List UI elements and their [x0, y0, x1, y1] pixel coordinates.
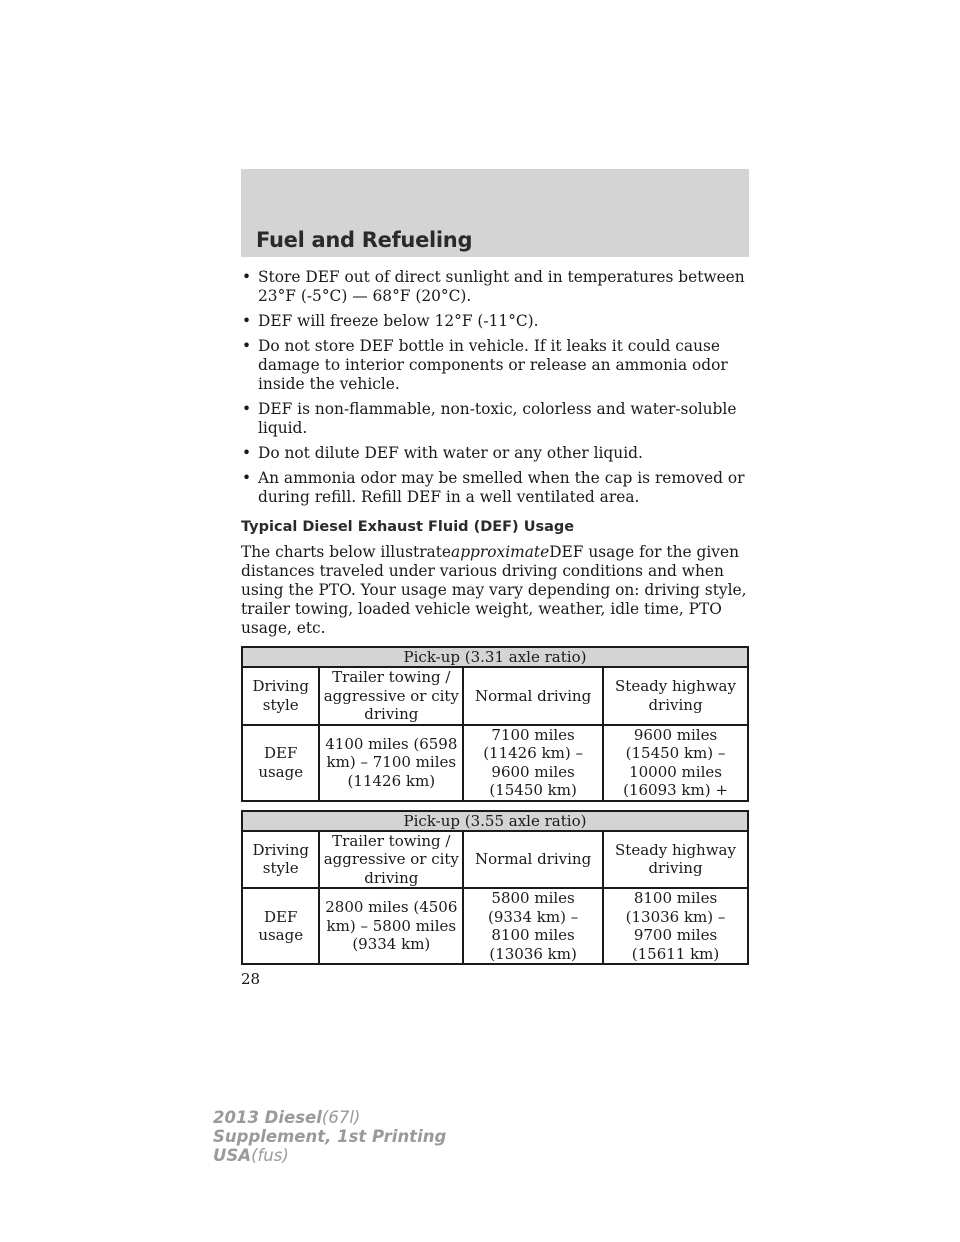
table-cell: Trailer towing / aggressive or city driving [319, 667, 463, 725]
footer-printing: Supplement, 1st Printing [213, 1127, 447, 1146]
page-number: 28 [241, 970, 261, 988]
bullet-text: DEF is non-flammable, non-toxic, colorless and water-soluble liquid. [258, 400, 737, 437]
footer-line [213, 1146, 446, 1165]
table-cell: Normal driving [463, 831, 603, 889]
bullet-icon: • [242, 469, 252, 487]
bullet-icon: • [242, 400, 252, 418]
footer-region-code: (fus) [251, 1146, 289, 1165]
bullet-text: Do not store DEF bottle in vehicle. If it leaks it could cause damage to interior components or release an ammonia odor inside the vehicle. [258, 337, 728, 393]
subsection-heading: Typical Diesel Exhaust Fluid (DEF) Usage [241, 519, 575, 535]
bullet-icon: • [242, 312, 252, 330]
table-cell: 8100 miles (13036 km) – 9700 miles (15611 km) [603, 888, 748, 964]
intro-paragraph [241, 543, 751, 638]
intro-text-end: DEF usage for the given distances traveled under various driving conditions and when using the PTO. Your usage may vary depending on: driving style, trailer towing, loaded vehicle weight, weather, idle time, PTO usage, etc. [241, 543, 747, 637]
table-cell: 2800 miles (4506 km) – 5800 miles (9334 km) [319, 888, 463, 964]
table-cell: Steady highway driving [603, 831, 748, 889]
table-caption-row [242, 647, 748, 667]
list-item [241, 444, 751, 463]
list-item [241, 469, 751, 507]
table-cell: DEF usage [242, 725, 319, 801]
intro-text-start: The charts below illustrate [241, 543, 452, 561]
footer-line [213, 1127, 446, 1146]
list-item [241, 268, 751, 306]
print-footer [213, 1108, 446, 1165]
table-cell: 4100 miles (6598 km) – 7100 miles (11426 km) [319, 725, 463, 801]
page-content [241, 268, 751, 973]
list-item [241, 312, 751, 331]
table-cell: Normal driving [463, 667, 603, 725]
table-row [242, 667, 748, 725]
bullet-text: Store DEF out of direct sunlight and in temperatures between 23°F (-5°C) — 68°F (20°C). [258, 268, 745, 305]
footer-line [213, 1108, 446, 1127]
table-caption-row [242, 811, 748, 831]
bullet-text: DEF will freeze below 12°F (-11°C). [258, 312, 539, 330]
table-caption: Pick-up (3.55 axle ratio) [242, 811, 748, 831]
bullet-list [241, 268, 751, 507]
bullet-icon: • [242, 268, 252, 286]
table-row [242, 888, 748, 964]
table-cell: Driving style [242, 831, 319, 889]
def-usage-table-331 [241, 646, 749, 802]
footer-region: USA [213, 1146, 252, 1165]
bullet-text: An ammonia odor may be smelled when the cap is removed or during refill. Refill DEF in a well ventilated area. [258, 469, 745, 506]
table-cell: 9600 miles (15450 km) – 10000 miles (16093 km) + [603, 725, 748, 801]
bullet-icon: • [242, 444, 252, 462]
table-cell: 7100 miles (11426 km) – 9600 miles (15450 km) [463, 725, 603, 801]
footer-edition: 2013 Diesel [213, 1108, 322, 1127]
table-cell: Driving style [242, 667, 319, 725]
table-row [242, 831, 748, 889]
list-item [241, 337, 751, 394]
bullet-text: Do not dilute DEF with water or any other liquid. [258, 444, 643, 462]
bullet-icon: • [242, 337, 252, 355]
table-cell: Trailer towing / aggressive or city driving [319, 831, 463, 889]
def-usage-table-355 [241, 810, 749, 966]
list-item [241, 400, 751, 438]
table-cell: 5800 miles (9334 km) – 8100 miles (13036 km) [463, 888, 603, 964]
table-caption: Pick-up (3.31 axle ratio) [242, 647, 748, 667]
footer-edition-code: (67l) [321, 1108, 361, 1127]
table-cell: Steady highway driving [603, 667, 748, 725]
intro-emphasis: approximate [451, 543, 550, 561]
section-title: Fuel and Refueling [256, 228, 473, 252]
table-row [242, 725, 748, 801]
table-cell: DEF usage [242, 888, 319, 964]
